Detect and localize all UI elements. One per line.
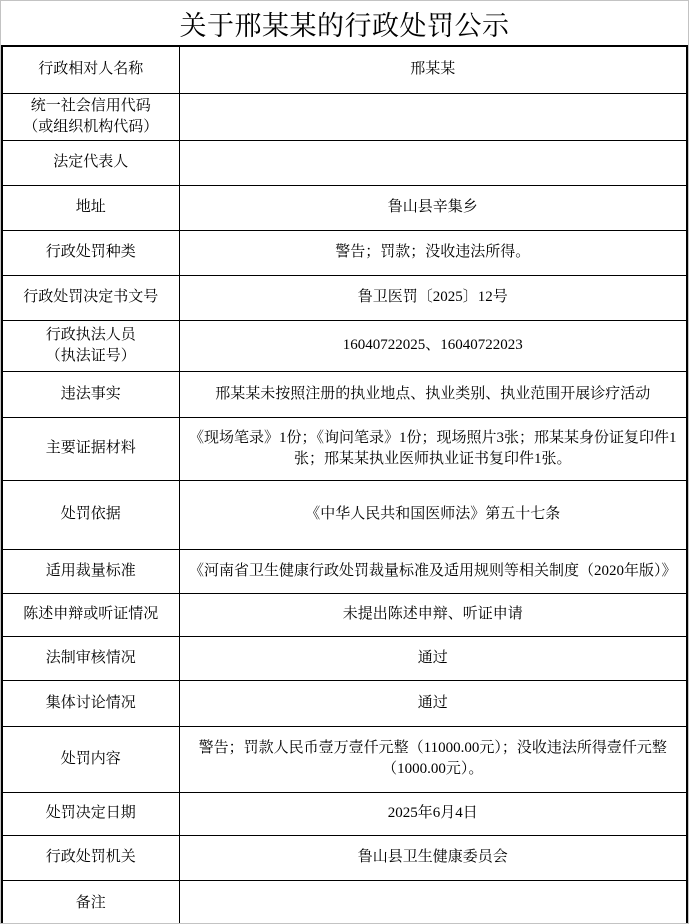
row-label: 行政处罚机关 (45, 849, 136, 865)
row-value: 2025年6月4日 (387, 805, 478, 821)
row-label-cell (2, 185, 179, 230)
row-value: 鲁卫医罚〔2025〕12号 (357, 289, 508, 305)
row-label-cell (2, 680, 179, 726)
table-row (2, 593, 687, 636)
row-label-cell (2, 480, 179, 549)
table-row (2, 726, 687, 792)
row-label: 陈述申辩或听证情况 (23, 606, 159, 622)
row-label: 适用裁量标准 (45, 562, 136, 579)
row-label-cell (2, 593, 179, 636)
row-label-cell (2, 230, 179, 275)
row-value: 未提出陈述申辩、听证申请 (342, 606, 523, 622)
table-row (2, 636, 687, 680)
row-label: 法定代表人 (53, 154, 129, 170)
row-value-cell (179, 480, 687, 549)
row-value-cell (179, 185, 687, 230)
table-row (2, 275, 687, 320)
table-row (2, 549, 687, 593)
page-title: 关于邢某某的行政处罚公示 (179, 10, 510, 41)
row-label-cell (2, 371, 179, 417)
row-value: 邢某某未按照注册的执业地点、执业类别、执业范围开展诊疗活动 (215, 385, 651, 402)
table-row (2, 792, 687, 835)
row-label: 处罚依据 (60, 506, 121, 522)
penalty-table (1, 45, 688, 924)
row-label: 地址 (75, 199, 106, 215)
row-label: 处罚决定日期 (45, 805, 136, 821)
row-label-cell (2, 275, 179, 320)
table-row (2, 480, 687, 549)
row-label-cell (2, 140, 179, 185)
table-row (2, 230, 687, 275)
row-value-cell (179, 835, 687, 880)
row-label-cell (2, 835, 179, 880)
row-label: 集体讨论情况 (45, 694, 136, 711)
table-row (2, 185, 687, 230)
row-label-line2: （或组织机构代码） (23, 118, 159, 135)
row-value-cell (179, 371, 687, 417)
row-label: 主要证据材料 (45, 440, 136, 456)
row-label: 行政相对人名称 (38, 61, 144, 78)
row-value: 16040722025、16040722023 (342, 337, 523, 353)
row-value-cell (179, 549, 687, 593)
row-value-cell (179, 93, 687, 140)
row-value: 《中华人民共和国医师法》第五十七条 (305, 506, 561, 522)
row-label: 行政处罚种类 (45, 244, 136, 260)
row-label-cell (2, 320, 179, 371)
row-label-cell (2, 792, 179, 835)
row-value-cell (179, 680, 687, 726)
row-value-cell (179, 140, 687, 185)
row-label-cell (2, 417, 179, 480)
row-label-cell (2, 549, 179, 593)
row-value-cell (179, 726, 687, 792)
row-value: 鲁山县卫生健康委员会 (357, 849, 508, 865)
row-value: 警告；罚款；没收违法所得。 (335, 244, 531, 260)
row-label: 统一社会信用代码 (30, 97, 151, 114)
table-row (2, 140, 687, 185)
table-row (2, 320, 687, 371)
row-label-cell (2, 880, 179, 924)
row-value: 《河南省卫生健康行政处罚裁量标准及适用规则等相关制度（2020年版）》 (188, 562, 677, 579)
table-row (2, 880, 687, 924)
row-value-cell (179, 417, 687, 480)
row-label-cell (2, 726, 179, 792)
row-label: 法制审核情况 (45, 649, 136, 666)
row-value-cell (179, 792, 687, 835)
row-value-cell (179, 593, 687, 636)
row-label: 行政处罚决定书文号 (23, 289, 159, 305)
penalty-table-body (2, 46, 687, 924)
row-label-cell (2, 46, 179, 93)
table-row (2, 680, 687, 726)
row-value: 邢某某 (410, 61, 456, 78)
table-row (2, 46, 687, 93)
row-label: 备注 (75, 894, 106, 911)
table-row (2, 93, 687, 140)
row-label-line2: （执法证号） (45, 347, 136, 364)
table-row (2, 417, 687, 480)
row-value-cell (179, 320, 687, 371)
row-label: 违法事实 (60, 385, 121, 402)
row-value: 通过 (417, 694, 448, 711)
row-value: 鲁山县辛集乡 (387, 199, 478, 215)
row-label-cell (2, 93, 179, 140)
row-value-cell (179, 275, 687, 320)
row-value: 警告；罚款人民币壹万壹仟元整（11000.00元）；没收违法所得壹仟元整（1000.00元）。 (198, 740, 667, 777)
row-label: 行政执法人员 (45, 326, 136, 343)
row-value-cell (179, 230, 687, 275)
table-row (2, 371, 687, 417)
row-value-cell (179, 46, 687, 93)
row-value-cell (179, 636, 687, 680)
row-label-cell (2, 636, 179, 680)
row-value: 《现场笔录》1份；《询问笔录》1份；现场照片3张；邢某某身份证复印件1张；邢某某执业医师执业证书复印件1张。 (188, 429, 677, 467)
row-value-cell (179, 880, 687, 924)
row-value: 通过 (417, 649, 448, 666)
row-label: 处罚内容 (60, 750, 121, 767)
table-row (2, 835, 687, 880)
